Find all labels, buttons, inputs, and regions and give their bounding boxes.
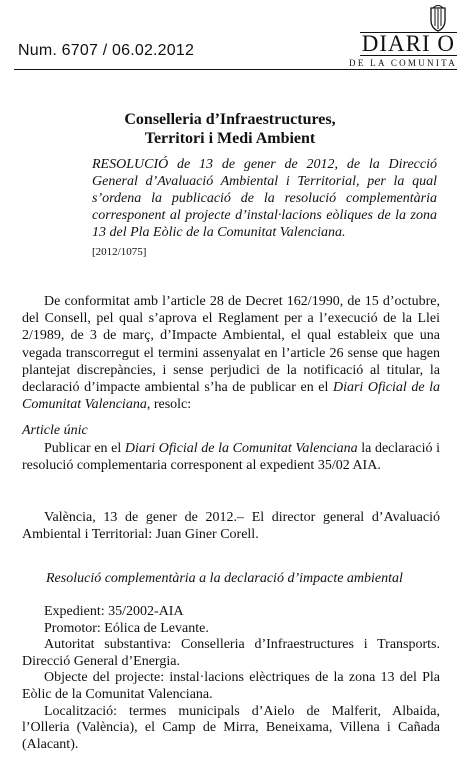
logo-title: DIARI O	[361, 31, 455, 56]
article-title: Article únic	[22, 423, 88, 438]
detail-expedient: Expedient: 35/2002-AIA	[44, 604, 184, 619]
resolution-reference: [2012/1075]	[92, 246, 147, 258]
diari-logo	[327, 4, 457, 72]
p2-journal-name: Diari Oficial de la Comunitat Valenciana	[124, 441, 358, 456]
detail-objecte: Objecte del projecte: instal·lacions elèctriques de la zona 13 del Pla Eòlic de la Comunitat Valenciana.	[22, 670, 440, 702]
header-rule	[14, 69, 457, 70]
detail-autoritat: Autoritat substantiva: Conselleria d’Infraestructures i Transports. Direcció General d’Energia.	[22, 637, 440, 669]
logo-subtitle: DE LA COMUNITA	[349, 58, 457, 68]
paragraph-article	[22, 440, 440, 474]
department-line-1: Conselleria d’Infraestructures,	[124, 111, 336, 128]
resolution-summary: RESOLUCIÓ de 13 de gener de 2012, de la Direcció General d’Avaluació Ambiental i Territorial, per la qual s’ordena la publicació de la resolució complementària corresponent al projecte d’instal·lacions eòliques de la zona 13 del Pla Eòlic de la Comunitat Valenciana.	[92, 157, 437, 240]
complementary-details	[22, 604, 440, 753]
complementary-title: Resolució complementària a la declaració d’impacte ambiental	[46, 571, 403, 586]
p1-text-a: De conformitat amb l’article 28 de Decret 162/1990, de 15 d’octubre, del Consell, pel qual s’aprova el Reglament per a l’execució de la Llei 2/1989, de 3 de març, d’Impacte Ambiental, el qual estableix que una vegada transcorregut el termini assenyalat en l’article 26 sense que hagen plantejat discrepàncies, i sense perjudici de la notificació al titular, la declaració d’impacte ambiental s’ha de publicar en el	[22, 294, 440, 396]
p1-journal-name: Diari Oficial de la Comunitat Valenciana	[22, 380, 440, 413]
department-title	[60, 110, 400, 148]
p1-text-b: , resolc:	[146, 397, 192, 413]
issue-number: Num. 6707 / 06.02.2012	[18, 42, 195, 59]
department-line-2: Territori i Medi Ambient	[144, 130, 316, 147]
crest-icon	[427, 4, 449, 32]
p2-text-b: la declaració i resolució complementaria corresponent al expedient 35/02 AIA.	[22, 441, 440, 474]
page-header	[0, 0, 461, 78]
paragraph-conformity	[22, 293, 440, 413]
detail-promotor: Promotor: Eólica de Levante.	[44, 620, 209, 636]
detail-localitzacio: Localització: termes municipals d’Aielo de Malferit, Albaida, l’Olleria (València), el Camp de Mirra, Beneixama, Villena i Cañada (Alacant).	[22, 703, 440, 752]
paragraph-signature: València, 13 de gener de 2012.– El director general d’Avaluació Ambiental i Territorial: Juan Giner Corell.	[22, 510, 440, 543]
p2-text-a: Publicar en el	[44, 441, 125, 456]
